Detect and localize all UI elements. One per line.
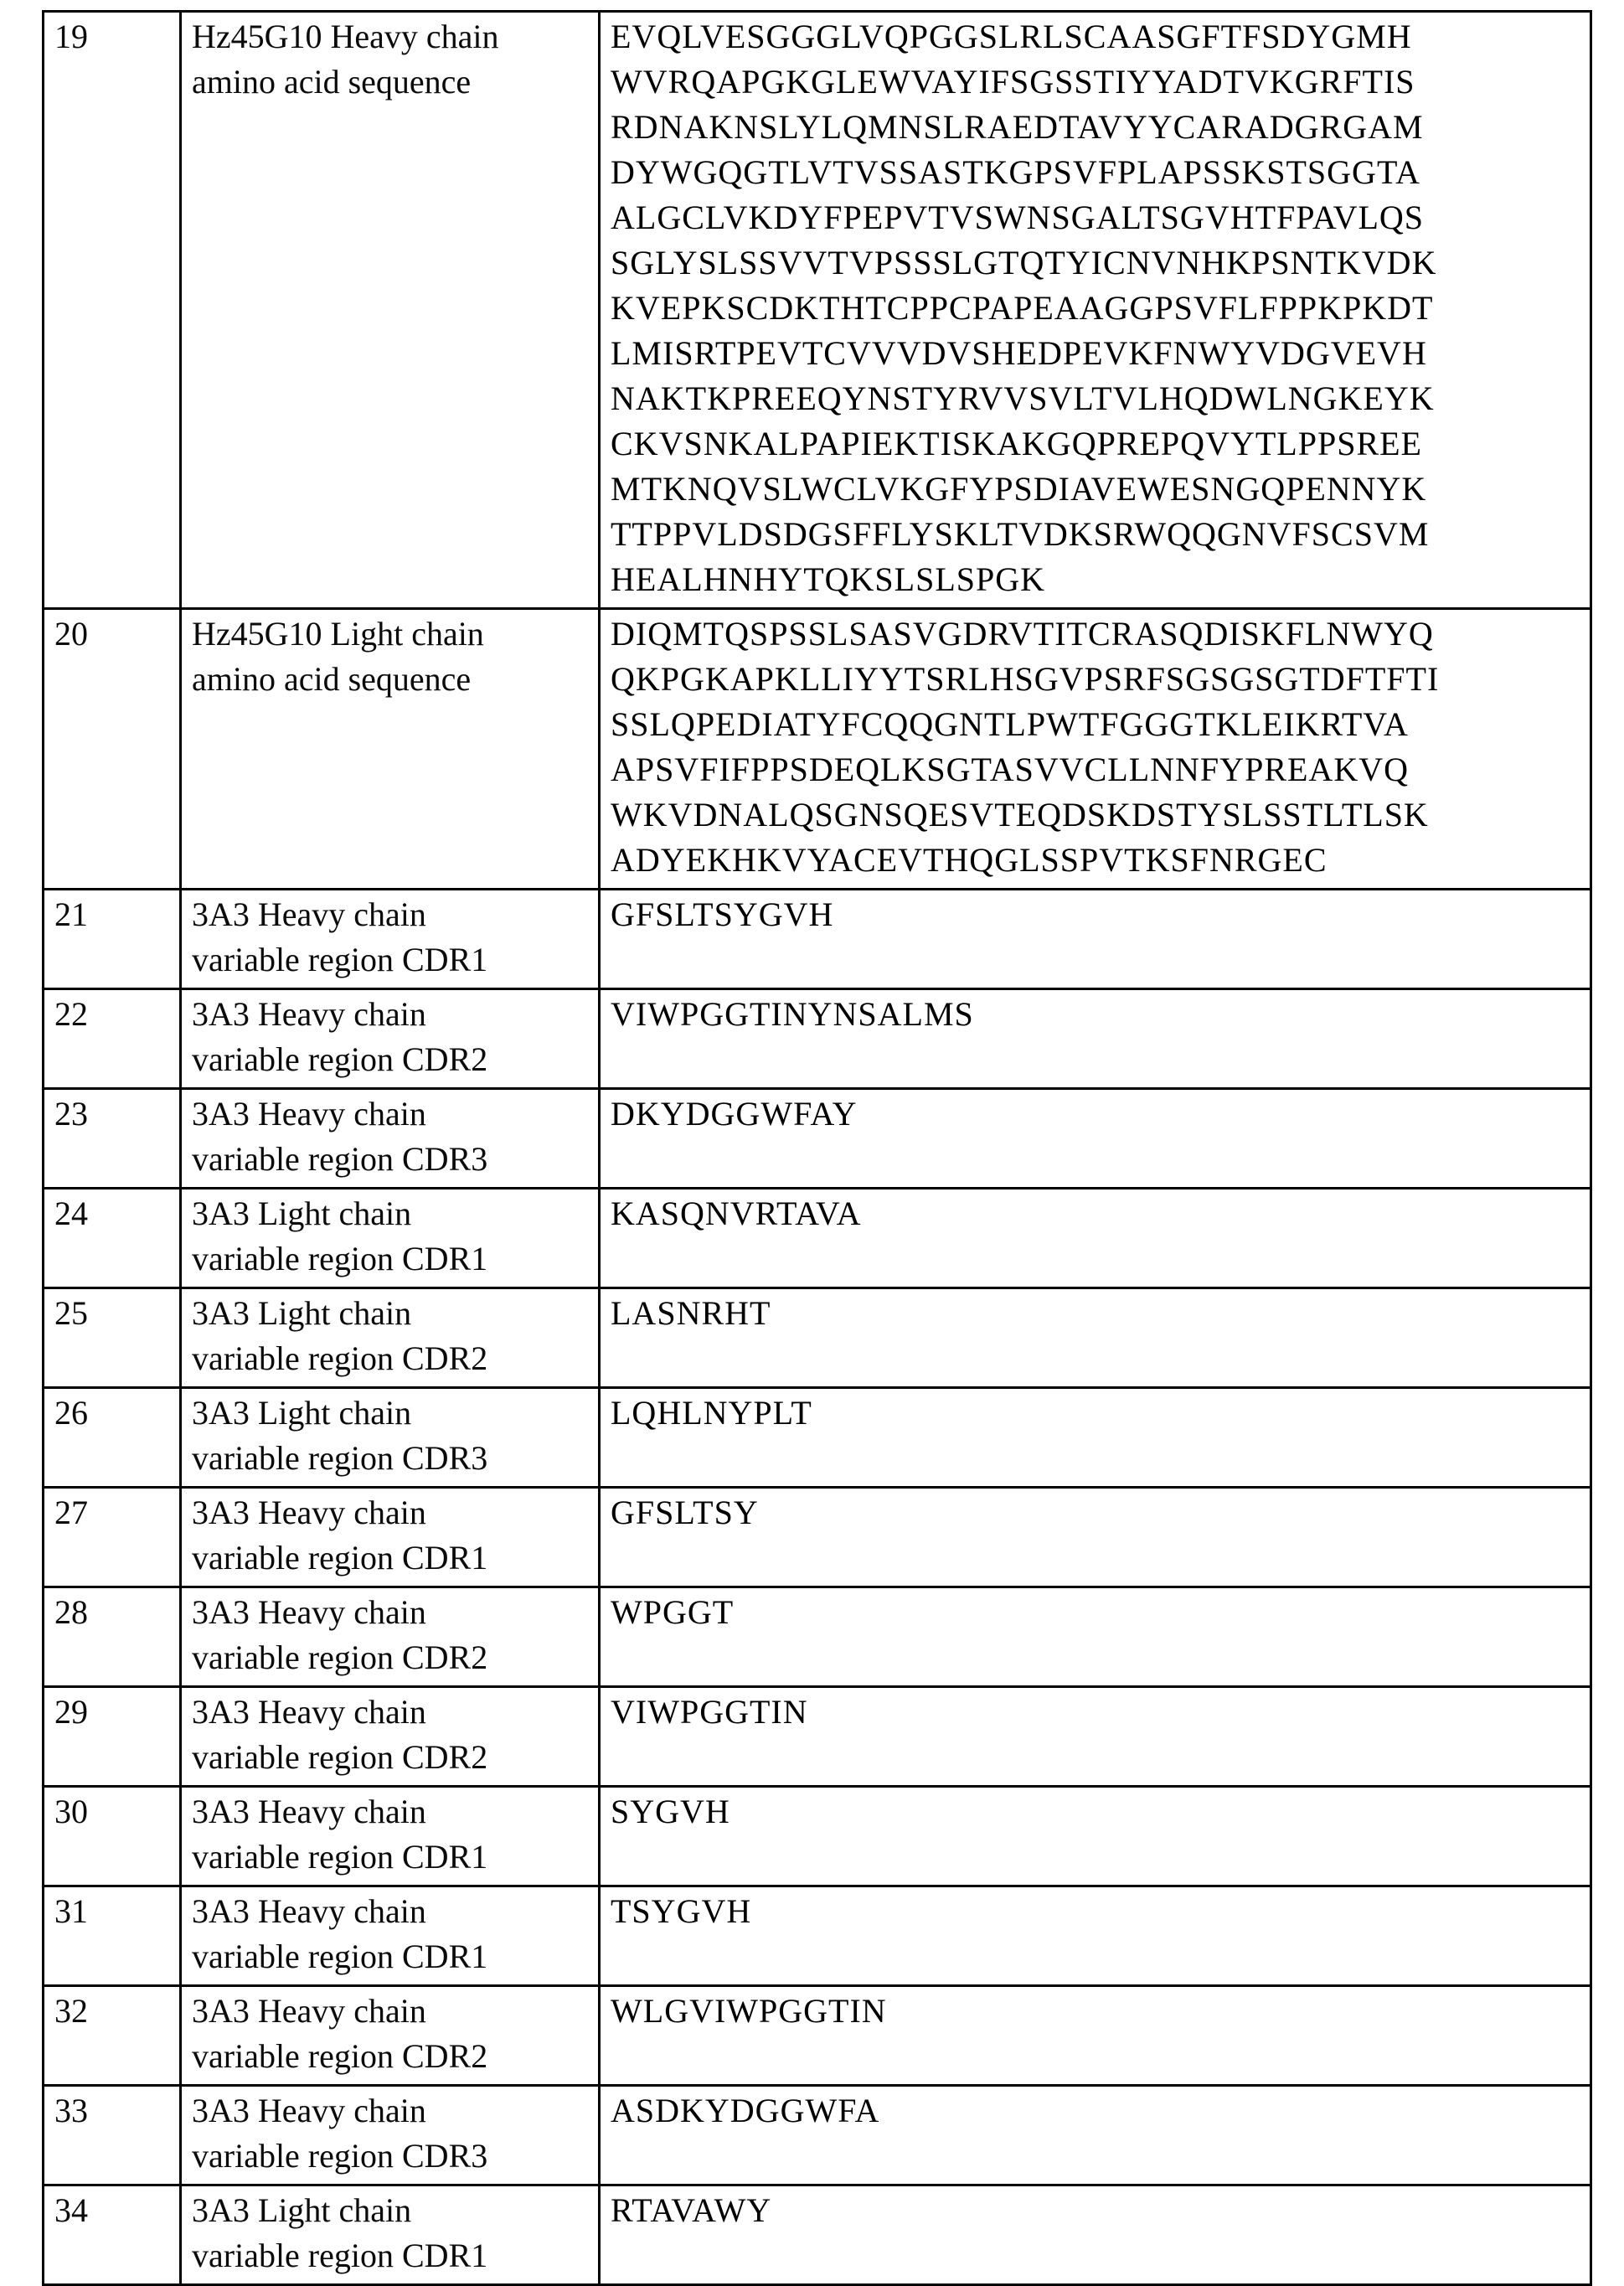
description-cell: 3A3 Heavy chain variable region CDR2 [181,1986,600,2086]
seq-id-cell: 23 [44,1089,181,1189]
sequence-cell: VIWPGGTINYNSALMS [600,989,1591,1089]
seq-id-cell: 22 [44,989,181,1089]
table-row [44,1089,1591,1189]
table-row [44,890,1591,989]
sequence-cell: WLGVIWPGGTIN [600,1986,1591,2086]
table-row [44,1488,1591,1587]
sequence-cell: EVQLVESGGGLVQPGGSLRLSCAASGFTFSDYGMH WVRQAPGKGLEWVAYIFSGSSTIYYADTVKGRFTIS RDNAKNSLYLQMNSLRAEDTAVYYCARADGRGAM DYWGQGTLVTVSSASTKGPSVFPLAPSSKSTSGGTA ALGCLVKDYFPEPVTVSWNSGALTSGVHTFPAVLQS SGLYSLSSVVTVPSSSLGTQTYICNVNHKPSNTKVDK KVEPKSCDKTHTCPPCPAPEAAGGPSVFLFPPKPKDT LMISRTPEVTCVVVDVSHEDPEVKFNWYVDGVEVH NAKTKPREEQYNSTYRVVSVLTVLHQDWLNGKEYK CKVSNKALPAPIEKTISKAKGQPREPQVYTLPPSREE MTKNQVSLWCLVKGFYPSDIAVEWESNGQPENNYK TTPPVLDSDGSFFLYSKLTVDKSRWQQGNVFSCSVM HEALHNHYTQKSLSLSPGK [600,12,1591,609]
sequence-cell: RTAVAWY [600,2185,1591,2285]
table-row [44,1189,1591,1288]
seq-id-cell: 34 [44,2185,181,2285]
table-row [44,2185,1591,2285]
sequence-cell: VIWPGGTIN [600,1687,1591,1787]
description-cell: Hz45G10 Heavy chain amino acid sequence [181,12,600,609]
seq-id-cell: 26 [44,1388,181,1488]
sequence-cell: WPGGT [600,1587,1591,1687]
seq-id-cell: 31 [44,1886,181,1986]
sequence-cell: TSYGVH [600,1886,1591,1986]
description-cell: 3A3 Heavy chain variable region CDR3 [181,1089,600,1189]
sequence-cell: GFSLTSYGVH [600,890,1591,989]
seq-id-cell: 27 [44,1488,181,1587]
seq-id-cell: 33 [44,2086,181,2185]
sequence-cell: GFSLTSY [600,1488,1591,1587]
description-cell: 3A3 Heavy chain variable region CDR3 [181,2086,600,2185]
table-row [44,12,1591,609]
description-cell: 3A3 Light chain variable region CDR1 [181,1189,600,1288]
description-cell: 3A3 Light chain variable region CDR2 [181,1288,600,1388]
seq-id-cell: 32 [44,1986,181,2086]
sequence-cell: LQHLNYPLT [600,1388,1591,1488]
description-cell: 3A3 Heavy chain variable region CDR2 [181,1687,600,1787]
description-cell: 3A3 Heavy chain variable region CDR1 [181,890,600,989]
table-row [44,989,1591,1089]
description-cell: 3A3 Heavy chain variable region CDR2 [181,1587,600,1687]
description-cell: 3A3 Heavy chain variable region CDR1 [181,1886,600,1986]
sequence-cell: ASDKYDGGWFA [600,2086,1591,2185]
sequence-cell: DIQMTQSPSSLSASVGDRVTITCRASQDISKFLNWYQ QKPGKAPKLLIYYTSRLHSGVPSRFSGSGSGTDFTFTI SSLQPEDIATYFCQQGNTLPWTFGGGTKLEIKRTVA APSVFIFPPSDEQLKSGTASVVCLLNNFYPREAKVQ WKVDNALQSGNSQESVTEQDSKDSTYSLSSTLTLSK ADYEKHKVYACEVTHQGLSSPVTKSFNRGEC [600,609,1591,890]
description-cell: Hz45G10 Light chain amino acid sequence [181,609,600,890]
table-row [44,1787,1591,1886]
sequence-cell: KASQNVRTAVA [600,1189,1591,1288]
seq-id-cell: 21 [44,890,181,989]
sequence-cell: DKYDGGWFAY [600,1089,1591,1189]
table-row [44,1288,1591,1388]
description-cell: 3A3 Heavy chain variable region CDR1 [181,1787,600,1886]
sequence-cell: LASNRHT [600,1288,1591,1388]
seq-id-cell: 29 [44,1687,181,1787]
seq-id-cell: 30 [44,1787,181,1886]
table-row [44,1886,1591,1986]
table-row [44,609,1591,890]
table-row [44,1687,1591,1787]
table-row [44,1986,1591,2086]
table-row [44,1388,1591,1488]
description-cell: 3A3 Light chain variable region CDR3 [181,1388,600,1488]
seq-id-cell: 24 [44,1189,181,1288]
description-cell: 3A3 Heavy chain variable region CDR1 [181,1488,600,1587]
description-cell: 3A3 Heavy chain variable region CDR2 [181,989,600,1089]
table-row [44,2086,1591,2185]
table-row [44,1587,1591,1687]
seq-id-cell: 28 [44,1587,181,1687]
sequence-listing-table [42,10,1592,2286]
sequence-cell: SYGVH [600,1787,1591,1886]
description-cell: 3A3 Light chain variable region CDR1 [181,2185,600,2285]
seq-id-cell: 20 [44,609,181,890]
seq-id-cell: 19 [44,12,181,609]
seq-id-cell: 25 [44,1288,181,1388]
